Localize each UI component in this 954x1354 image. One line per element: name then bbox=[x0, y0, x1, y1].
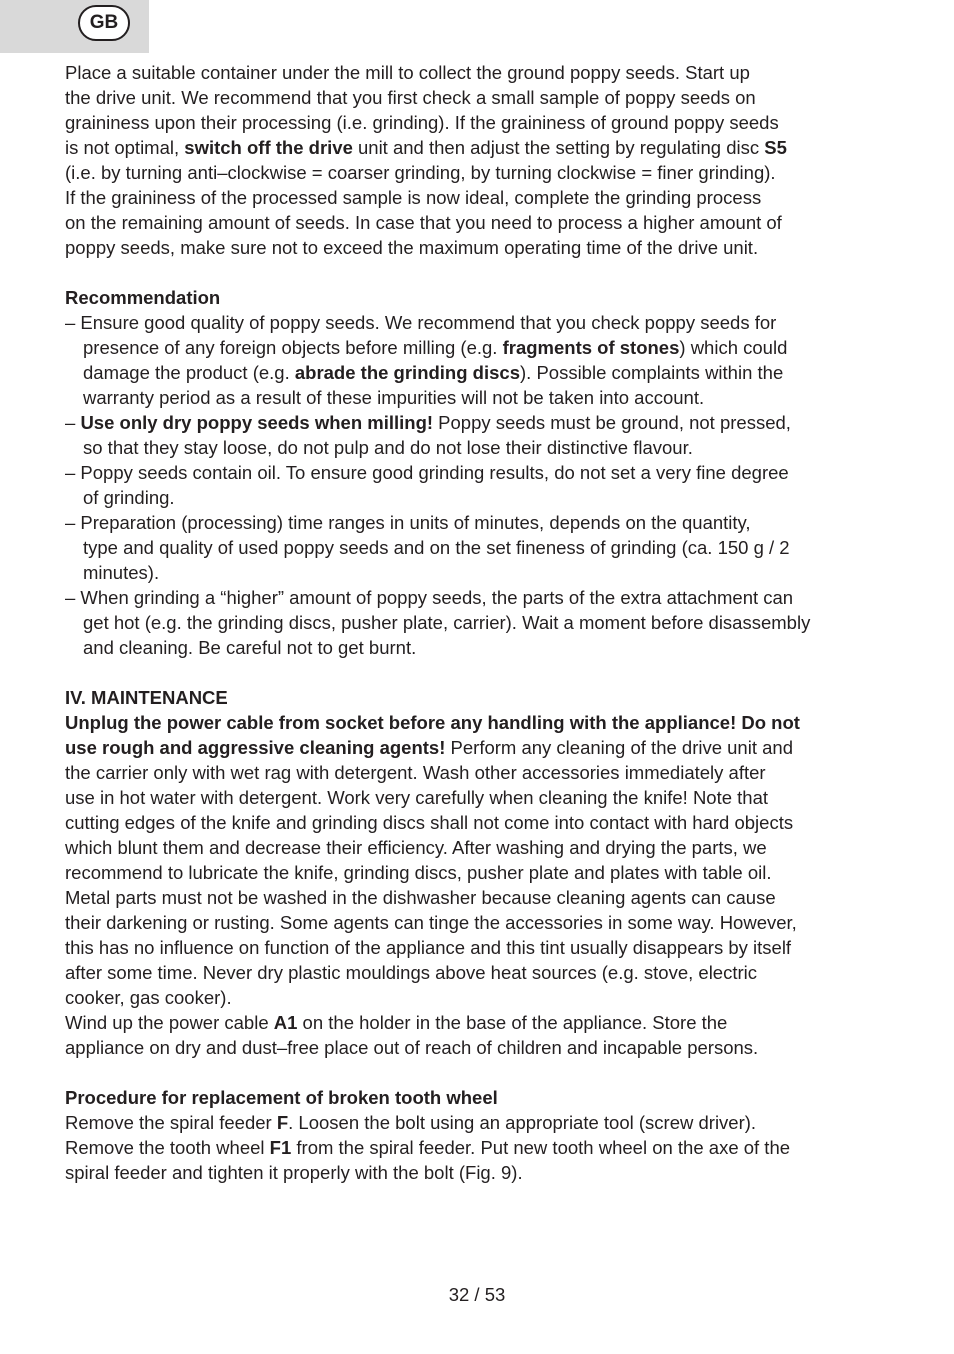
intro-paragraph bbox=[65, 60, 900, 260]
text-span: ) which could bbox=[679, 337, 788, 358]
text-span: presence of any foreign objects before milling (e.g. bbox=[83, 337, 503, 358]
text-line bbox=[65, 135, 900, 160]
list-item-line bbox=[65, 335, 900, 360]
list-item-line bbox=[65, 410, 900, 435]
text-line: which blunt them and decrease their efficiency. After washing and drying the parts, we bbox=[65, 837, 767, 858]
text-span: from the spiral feeder. Put new tooth wheel on the axe of the bbox=[291, 1137, 791, 1158]
text-line: the carrier only with wet rag with detergent. Wash other accessories immediately after bbox=[65, 762, 766, 783]
bold-text: F1 bbox=[269, 1137, 292, 1158]
text-line: recommend to lubricate the knife, grinding discs, pusher plate and plates with table oil. bbox=[65, 862, 772, 883]
text-span: ). Possible complaints within the bbox=[520, 362, 784, 383]
text-line: spiral feeder and tighten it properly with the bolt (Fig. 9). bbox=[65, 1162, 523, 1183]
text-span: – bbox=[65, 412, 81, 433]
text-line: this has no influence on function of the appliance and this tint usually disappears by itself bbox=[65, 937, 792, 958]
text-line bbox=[65, 1135, 900, 1160]
spacer bbox=[65, 260, 900, 285]
page-content bbox=[65, 60, 900, 1185]
text-span: Perform any cleaning of the drive unit and bbox=[445, 737, 793, 758]
list-item-line: – Poppy seeds contain oil. To ensure good grinding results, do not set a very fine degree bbox=[65, 462, 789, 483]
text-span: damage the product (e.g. bbox=[83, 362, 295, 383]
text-span: unit and then adjust the setting by regulating disc bbox=[352, 137, 765, 158]
text-line: Metal parts must not be washed in the dishwasher because cleaning agents can cause bbox=[65, 887, 776, 908]
list-item-line: of grinding. bbox=[83, 487, 175, 508]
text-line bbox=[65, 735, 900, 760]
list-item-line bbox=[65, 360, 900, 385]
list-item-line: so that they stay loose, do not pulp and do not lose their distinctive flavour. bbox=[83, 437, 693, 458]
tooth-wheel-procedure-section bbox=[65, 1085, 900, 1185]
text-line: their darkening or rusting. Some agents can tinge the accessories in some way. However, bbox=[65, 912, 797, 933]
list-item-line: get hot (e.g. the grinding discs, pusher plate, carrier). Wait a moment before disassembly bbox=[83, 612, 811, 633]
section-heading: Procedure for replacement of broken tooth wheel bbox=[65, 1087, 498, 1108]
section-heading: IV. MAINTENANCE bbox=[65, 687, 228, 708]
list-item-line: and cleaning. Be careful not to get burnt. bbox=[83, 637, 417, 658]
text-line: after some time. Never dry plastic mouldings above heat sources (e.g. stove, electric bbox=[65, 962, 757, 983]
text-line: graininess upon their processing (i.e. grinding). If the graininess of ground poppy seeds bbox=[65, 112, 779, 133]
list-item-line: – When grinding a “higher” amount of poppy seeds, the parts of the extra attachment can bbox=[65, 587, 794, 608]
text-span: Remove the spiral feeder bbox=[65, 1112, 277, 1133]
warning-text: Unplug the power cable from socket before any handling with the appliance! Do not bbox=[65, 712, 800, 733]
bold-text: F bbox=[276, 1112, 289, 1133]
page-number: 32 / 53 bbox=[448, 1284, 506, 1305]
text-line: cooker, gas cooker). bbox=[65, 987, 232, 1008]
text-span: is not optimal, bbox=[65, 137, 185, 158]
bold-text: switch off the drive bbox=[184, 137, 353, 158]
text-line: on the remaining amount of seeds. In case that you need to process a higher amount of bbox=[65, 212, 782, 233]
text-line: use in hot water with detergent. Work very carefully when cleaning the knife! Note that bbox=[65, 787, 769, 808]
text-line bbox=[65, 1010, 900, 1035]
list-item-line: – Preparation (processing) time ranges in units of minutes, depends on the quantity, bbox=[65, 512, 751, 533]
text-span: on the holder in the base of the appliance. Store the bbox=[297, 1012, 728, 1033]
bold-text: A1 bbox=[273, 1012, 298, 1033]
text-line: appliance on dry and dust–free place out of reach of children and incapable persons. bbox=[65, 1037, 759, 1058]
list-item-line: – Ensure good quality of poppy seeds. We recommend that you check poppy seeds for bbox=[65, 312, 777, 333]
list-item-line: minutes). bbox=[83, 562, 160, 583]
text-line: poppy seeds, make sure not to exceed the maximum operating time of the drive unit. bbox=[65, 237, 759, 258]
text-line: the drive unit. We recommend that you first check a small sample of poppy seeds on bbox=[65, 87, 756, 108]
section-heading: Recommendation bbox=[65, 287, 221, 308]
list-item-line: type and quality of used poppy seeds and on the set fineness of grinding (ca. 150 g / 2 bbox=[83, 537, 790, 558]
spacer bbox=[65, 1060, 900, 1085]
text-line: If the graininess of the processed sample is now ideal, complete the grinding process bbox=[65, 187, 762, 208]
bold-text: Use only dry poppy seeds when milling! bbox=[80, 412, 434, 433]
text-span: . Loosen the bolt using an appropriate tool (screw driver). bbox=[288, 1112, 757, 1133]
text-line: Place a suitable container under the mill to collect the ground poppy seeds. Start up bbox=[65, 62, 750, 83]
bold-text: abrade the grinding discs bbox=[294, 362, 520, 383]
text-span: Wind up the power cable bbox=[65, 1012, 274, 1033]
text-line bbox=[65, 1110, 900, 1135]
language-tab bbox=[0, 0, 149, 53]
bold-text: S5 bbox=[764, 137, 787, 158]
text-line: cutting edges of the knife and grinding discs shall not come into contact with hard objects bbox=[65, 812, 794, 833]
text-span: Poppy seeds must be ground, not pressed, bbox=[433, 412, 791, 433]
list-item-line: warranty period as a result of these impurities will not be taken into account. bbox=[83, 387, 705, 408]
maintenance-section bbox=[65, 685, 900, 1060]
text-line: (i.e. by turning anti–clockwise = coarser grinding, by turning clockwise = finer grinding). bbox=[65, 162, 776, 183]
spacer bbox=[65, 660, 900, 685]
recommendation-section bbox=[65, 285, 900, 660]
bold-text: fragments of stones bbox=[502, 337, 680, 358]
bold-text: use rough and aggressive cleaning agents! bbox=[65, 737, 446, 758]
language-badge: GB bbox=[78, 5, 130, 41]
text-span: Remove the tooth wheel bbox=[65, 1137, 270, 1158]
